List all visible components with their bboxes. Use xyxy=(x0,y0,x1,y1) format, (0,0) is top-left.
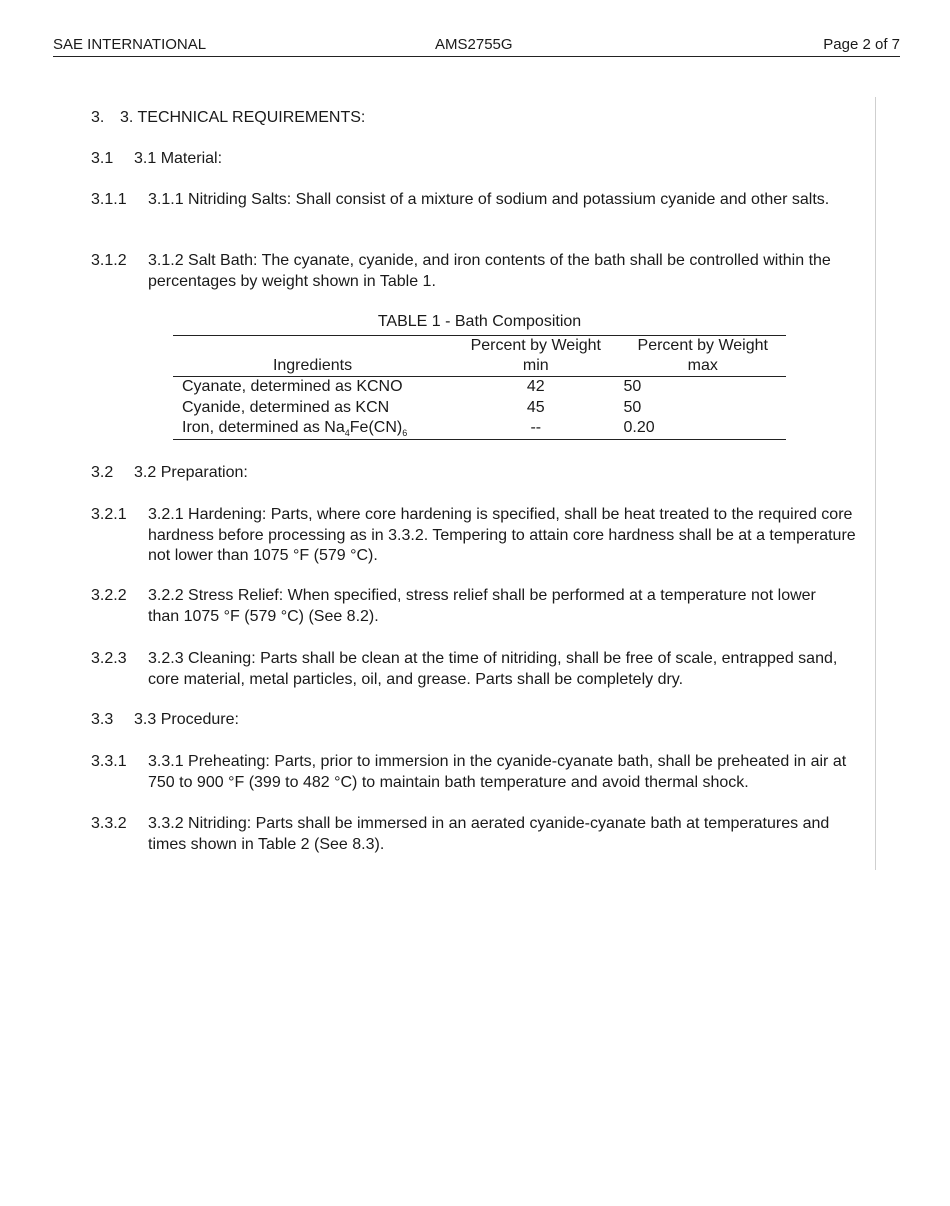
table-row xyxy=(173,418,786,439)
cell-ingredient: Cyanide, determined as KCN xyxy=(182,398,390,416)
header-ingredients: Ingredients xyxy=(272,357,353,374)
section-3-3-1 xyxy=(91,752,871,793)
section-number: 3.1 xyxy=(91,150,114,167)
header-min-line2: min xyxy=(522,357,549,374)
header-page-number: Page 2 of 7 xyxy=(823,36,900,53)
cell-min: 42 xyxy=(526,378,545,395)
section-number: 3.2.2 xyxy=(91,587,127,604)
cell-ingredient: Cyanate, determined as KCNO xyxy=(182,378,403,395)
header-max-line1: Percent by Weight xyxy=(637,337,768,354)
section-3-3-2 xyxy=(91,814,871,855)
section-text: 3.3 Procedure: xyxy=(134,711,239,728)
cell-max: 50 xyxy=(623,378,642,395)
section-number: 3. xyxy=(91,109,105,126)
section-number: 3.2.1 xyxy=(91,506,127,523)
header-min xyxy=(452,336,619,377)
header-doc-id: AMS2755G xyxy=(435,36,513,53)
section-number: 3.1.1 xyxy=(91,191,127,208)
bath-composition-table xyxy=(173,312,786,440)
table-row xyxy=(173,398,786,419)
cell-max: 0.20 xyxy=(623,419,655,436)
cell-ingredient xyxy=(173,418,452,439)
section-3-1-2 xyxy=(91,251,871,292)
section-3-2-1 xyxy=(91,505,871,567)
section-text: 3.2.3 Cleaning: Parts shall be clean at the time of nitriding, shall be free of scale, entrapped sand, core material, metal particles, oil, and grease. Parts shall be completely dry. xyxy=(148,650,838,688)
section-3 xyxy=(91,108,871,129)
section-3-2-2 xyxy=(91,586,871,627)
section-number: 3.3.2 xyxy=(91,815,127,832)
header-max xyxy=(620,336,787,377)
section-text: 3.1.2 Salt Bath: The cyanate, cyanide, and iron contents of the bath shall be controlled within the percentages by weight shown in Table 1. xyxy=(148,252,831,290)
header-max-line2: max xyxy=(687,357,718,374)
ingredient-mid: Fe(CN) xyxy=(349,419,403,436)
header-org: SAE INTERNATIONAL xyxy=(53,36,207,53)
section-text: 3.3.2 Nitriding: Parts shall be immersed in an aerated cyanide-cyanate bath at temperatures and times shown in Table 2 (See 8.3). xyxy=(148,815,830,853)
section-3-2 xyxy=(91,463,871,484)
section-text: 3.1 Material: xyxy=(134,150,223,167)
section-text: 3. TECHNICAL REQUIREMENTS: xyxy=(120,109,366,126)
section-number: 3.2.3 xyxy=(91,650,127,667)
change-bar xyxy=(875,97,876,870)
table-header-row xyxy=(173,336,786,377)
page-header xyxy=(53,35,900,57)
section-text: 3.2.2 Stress Relief: When specified, stress relief shall be performed at a temperature not lower than 1075 °F (579 °C) (See 8.2). xyxy=(148,587,816,625)
cell-max: 50 xyxy=(623,398,642,416)
section-3-3 xyxy=(91,710,871,731)
table-title: TABLE 1 - Bath Composition xyxy=(377,313,582,330)
section-text: 3.1.1 Nitriding Salts: Shall consist of a mixture of sodium and potassium cyanide and other salts. xyxy=(148,191,830,208)
section-number: 3.3.1 xyxy=(91,753,127,770)
subscript: 4 xyxy=(344,428,350,439)
section-number: 3.2 xyxy=(91,464,114,481)
section-3-2-3 xyxy=(91,649,871,690)
section-3-1-1 xyxy=(91,190,871,211)
cell-min: -- xyxy=(530,419,542,436)
section-text: 3.3.1 Preheating: Parts, prior to immersion in the cyanide-cyanate bath, shall be preheated in air at 750 to 900 °F (399 to 482 °C) to maintain bath temperature and avoid thermal shock. xyxy=(148,753,847,791)
subscript: 6 xyxy=(402,428,408,439)
ingredient-prefix: Iron, determined as Na xyxy=(182,419,345,436)
table-grid xyxy=(173,335,786,440)
section-number: 3.3 xyxy=(91,711,114,728)
cell-min: 45 xyxy=(526,398,545,416)
section-text: 3.2.1 Hardening: Parts, where core hardening is specified, shall be heat treated to the required core hardness before processing as in 3.3.2. Tempering to attain core hardness shall be at a temperature not lower than 1075 °F (579 °C). xyxy=(148,506,856,564)
section-3-1 xyxy=(91,149,871,170)
section-number: 3.1.2 xyxy=(91,252,127,269)
table-row xyxy=(173,377,786,398)
header-min-line1: Percent by Weight xyxy=(470,337,601,354)
section-text: 3.2 Preparation: xyxy=(134,464,248,481)
